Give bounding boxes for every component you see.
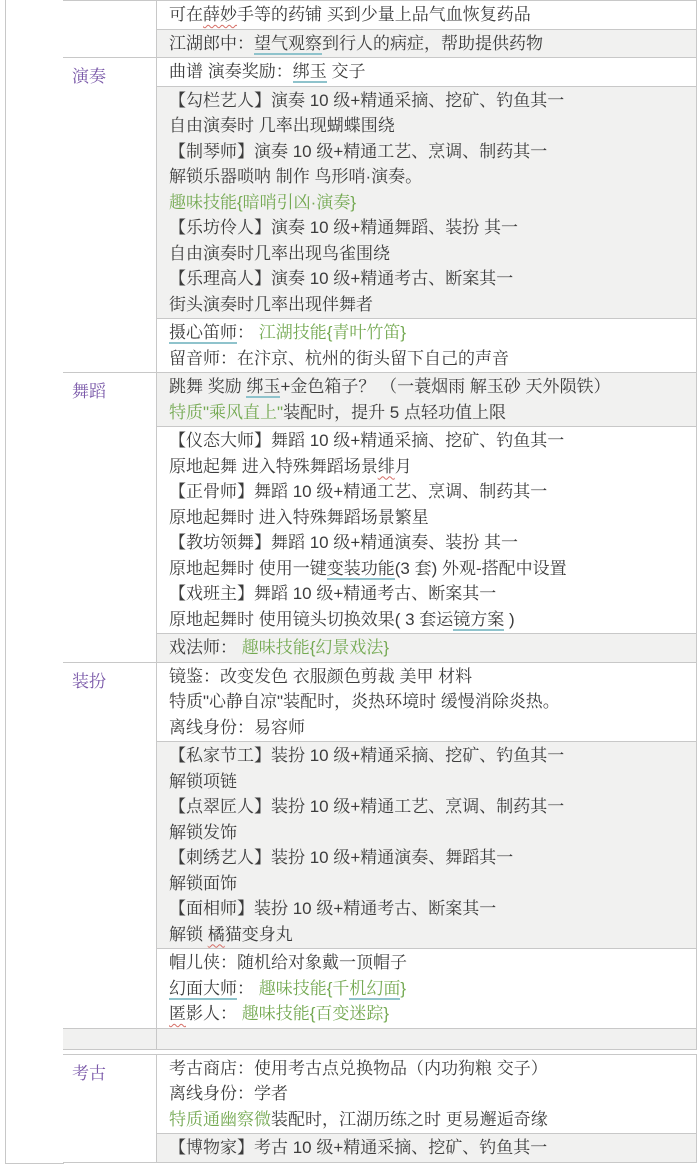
table-row: [157, 948, 696, 1028]
table-row: [157, 1133, 696, 1162]
text-line: [169, 607, 696, 633]
text-segment: 离线身份：易容师: [169, 717, 305, 737]
text-line: [169, 922, 696, 948]
table-row: [157, 1029, 696, 1049]
text-line: [169, 556, 696, 582]
table-row: [157, 29, 696, 58]
section-rows: [157, 1055, 696, 1162]
text-segment: 【私家节工】装扮 10 级+精通采摘、挖矿、钓鱼其一: [169, 746, 565, 765]
text-line: [169, 428, 696, 454]
text-line: [169, 743, 696, 769]
section-dance: [63, 372, 696, 662]
text-line: [169, 820, 696, 846]
section-dressup: [63, 662, 696, 1028]
text-line: [169, 88, 696, 114]
text-segment: 留音师：在汴京、杭州的街头留下自己的声音: [169, 348, 509, 368]
text-line: [169, 794, 696, 820]
underlined-term: 机幻面: [349, 978, 401, 998]
text-line: [169, 139, 696, 165]
text-line: [169, 164, 696, 190]
text-line: [169, 241, 696, 267]
text-segment: 曲谱 演奏奖励：: [169, 62, 293, 81]
skill-text: 特质通幽察微: [169, 1109, 271, 1129]
underlined-term: 镜方案: [453, 609, 505, 629]
text-segment: 交子: [326, 62, 366, 81]
text-line: [169, 689, 696, 715]
table-row: [157, 58, 696, 86]
text-segment: 影人：: [186, 1004, 242, 1023]
section-rows: [157, 663, 696, 1028]
text-segment: 跳舞 奖励: [169, 377, 247, 396]
text-line: [169, 950, 696, 976]
skill-text: 趣味技能{暗哨引凶·演奏}: [169, 192, 357, 212]
table-row: [157, 633, 696, 662]
text-line: [169, 266, 696, 292]
text-line: [169, 346, 696, 372]
section-rows: [157, 1, 696, 57]
text-segment: 原地起舞时 进入特殊舞蹈场景繁星: [169, 507, 429, 527]
text-segment: 【正骨师】舞蹈 10 级+精通工艺、烹调、制药其一: [169, 482, 548, 501]
category-label-performance: 演奏: [63, 58, 157, 372]
category-label-empty-separator: [63, 1029, 157, 1049]
text-line: [169, 976, 696, 1002]
text-line: [169, 1001, 696, 1027]
skill-text: 趣味技能{百变迷踪}: [241, 1004, 390, 1023]
text-line: [169, 479, 696, 505]
text-line: [169, 1107, 696, 1133]
misspelled-term: 薛妙: [203, 5, 237, 24]
underlined-term: 摄心笛师: [169, 323, 237, 342]
left-margin-column: [5, 0, 64, 1164]
text-segment: 【博物家】考古 10 级+精通采摘、挖矿、钓鱼其一: [169, 1138, 548, 1157]
table-row: [157, 1055, 696, 1134]
section-rows: [157, 1029, 696, 1049]
text-line: [169, 113, 696, 139]
category-label-archaeology: 考古: [63, 1055, 157, 1162]
text-line: [169, 664, 696, 690]
text-segment: 自由演奏时几率出现鸟雀围绕: [169, 243, 390, 263]
text-segment: (3 套) 外观-搭配中设置: [394, 558, 567, 578]
text-line: [169, 1081, 696, 1107]
text-segment: 【戏班主】舞蹈 10 级+精通考古、断案其一: [169, 584, 497, 603]
text-segment: 【教坊领舞】舞蹈 10 级+精通演奏、装扮 其一: [169, 533, 519, 552]
text-line: [169, 215, 696, 241]
table-row: [157, 663, 696, 742]
section-rows: [157, 58, 696, 372]
skill-text: 趣味技能{幻景戏法}: [241, 638, 390, 657]
text-segment: 江湖郎中：: [169, 33, 254, 53]
text-segment: 原地起舞时 使用一键: [169, 558, 327, 578]
text-line: [169, 581, 696, 607]
text-segment: 解锁: [169, 924, 208, 944]
text-segment: 解锁面饰: [169, 873, 237, 893]
text-segment: 戏法师：: [169, 638, 242, 657]
text-segment: 月: [394, 456, 412, 476]
misspelled-term: 绯: [377, 456, 395, 476]
skill-text: 特质"乘风直上": [169, 402, 284, 422]
text-segment: 原地起舞 进入特殊舞蹈场景: [169, 456, 378, 476]
text-segment: 街头演奏时几率出现伴舞者: [169, 294, 373, 314]
text-segment: 到行人的病症，帮助提供药物: [322, 33, 543, 53]
text-segment: 解锁乐器唢呐 制作 鸟形哨·演奏。: [169, 167, 423, 186]
text-segment: 【勾栏艺人】演奏 10 级+精通采摘、挖矿、钓鱼其一: [169, 90, 565, 110]
text-line: [169, 635, 696, 661]
text-line: [169, 400, 696, 426]
text-line: [169, 715, 696, 741]
underlined-term: 变装功能: [326, 558, 395, 578]
skill-text: }: [400, 978, 407, 998]
skill-text: 江湖技能{青叶竹笛}: [258, 323, 407, 342]
category-label-medicine-tail: [63, 1, 157, 57]
table-row: [157, 1, 696, 29]
section-performance: [63, 57, 696, 372]
text-segment: 原地起舞时 使用镜头切换效果( 3 套运: [169, 609, 454, 629]
text-segment: 手等的药铺 买到少量上品气血恢复药品: [237, 5, 531, 24]
text-segment: +金色箱子？ （一蓑烟雨 解玉砂 天外陨铁）: [280, 377, 611, 396]
text-line: [169, 292, 696, 318]
misspelled-term: 橘: [207, 924, 225, 944]
text-line: [169, 505, 696, 531]
underlined-term: 绑玉: [292, 62, 327, 81]
table-row: [157, 373, 696, 426]
skills-table: [63, 0, 697, 1050]
text-segment: 【乐坊伶人】演奏 10 级+精通舞蹈、装扮 其一: [169, 218, 519, 237]
skill-text: 趣味技能{千: [258, 978, 350, 998]
text-segment: 【制琴师】演奏 10 级+精通工艺、烹调、制药其一: [169, 141, 548, 161]
text-line: [169, 59, 696, 85]
text-line: [169, 769, 696, 795]
text-segment: 猫变身丸: [224, 924, 293, 944]
text-segment: 解锁发饰: [169, 822, 237, 842]
text-segment: 可在: [169, 5, 203, 24]
table-row: [157, 86, 696, 319]
text-line: [169, 1056, 696, 1082]
category-label-dance: 舞蹈: [63, 373, 157, 662]
text-segment: ): [504, 609, 515, 629]
text-segment: 帽儿侠：随机给对象戴一顶帽子: [169, 953, 407, 972]
text-segment: 特质"心静自凉"装配时，炎热环境时 缓慢消除炎热。: [169, 692, 560, 711]
text-segment: ：: [237, 323, 259, 342]
text-segment: ：: [237, 978, 259, 998]
underlined-term: 幻面大师: [169, 978, 237, 998]
text-segment: 自由演奏时 几率出现蝴蝶围绕: [169, 116, 395, 135]
text-segment: 【乐理高人】演奏 10 级+精通考古、断案其一: [169, 269, 514, 288]
text-segment: 镜鉴：改变发色 衣服颜色剪裁 美甲 材料: [169, 666, 473, 686]
category-label-dressup: 装扮: [63, 663, 157, 1028]
archaeology-table: [63, 1054, 697, 1163]
tables: [63, 0, 697, 1163]
section-medicine-tail: [63, 0, 696, 57]
text-segment: 【点翠匠人】装扮 10 级+精通工艺、烹调、制药其一: [169, 797, 565, 816]
table-row: [157, 318, 696, 372]
text-segment: 装配时，提升 5 点轻功值上限: [283, 402, 506, 422]
section-empty-separator: [63, 1028, 696, 1049]
text-line: [169, 896, 696, 922]
text-line: [169, 2, 696, 28]
table-row: [157, 741, 696, 948]
underlined-term: 望气观察: [254, 33, 322, 53]
text-segment: 解锁项链: [169, 771, 237, 791]
text-line: [169, 374, 696, 400]
text-line: [169, 320, 696, 346]
text-line: [169, 454, 696, 480]
text-line: [169, 31, 696, 57]
underlined-term: 绑玉: [246, 377, 281, 396]
section-archaeology: [63, 1054, 696, 1162]
text-line: [169, 845, 696, 871]
text-line: [169, 190, 696, 216]
text-line: [169, 871, 696, 897]
text-segment: 离线身份：学者: [169, 1084, 288, 1103]
text-segment: 【刺绣艺人】装扮 10 级+精通演奏、舞蹈其一: [169, 848, 514, 867]
table-row: [157, 426, 696, 633]
text-line: [169, 1135, 696, 1161]
text-segment: 【仪态大师】舞蹈 10 级+精通采摘、挖矿、钓鱼其一: [169, 431, 565, 450]
text-segment: 装配时，江湖历练之时 更易邂逅奇缘: [271, 1109, 548, 1129]
text-segment: 【面相师】装扮 10 级+精通考古、断案其一: [169, 899, 497, 918]
section-rows: [157, 373, 696, 662]
text-segment: 考古商店：使用考古点兑换物品（内功狗粮 交子）: [169, 1058, 548, 1078]
text-line: [169, 530, 696, 556]
misspelled-term: 匿: [169, 1004, 186, 1023]
